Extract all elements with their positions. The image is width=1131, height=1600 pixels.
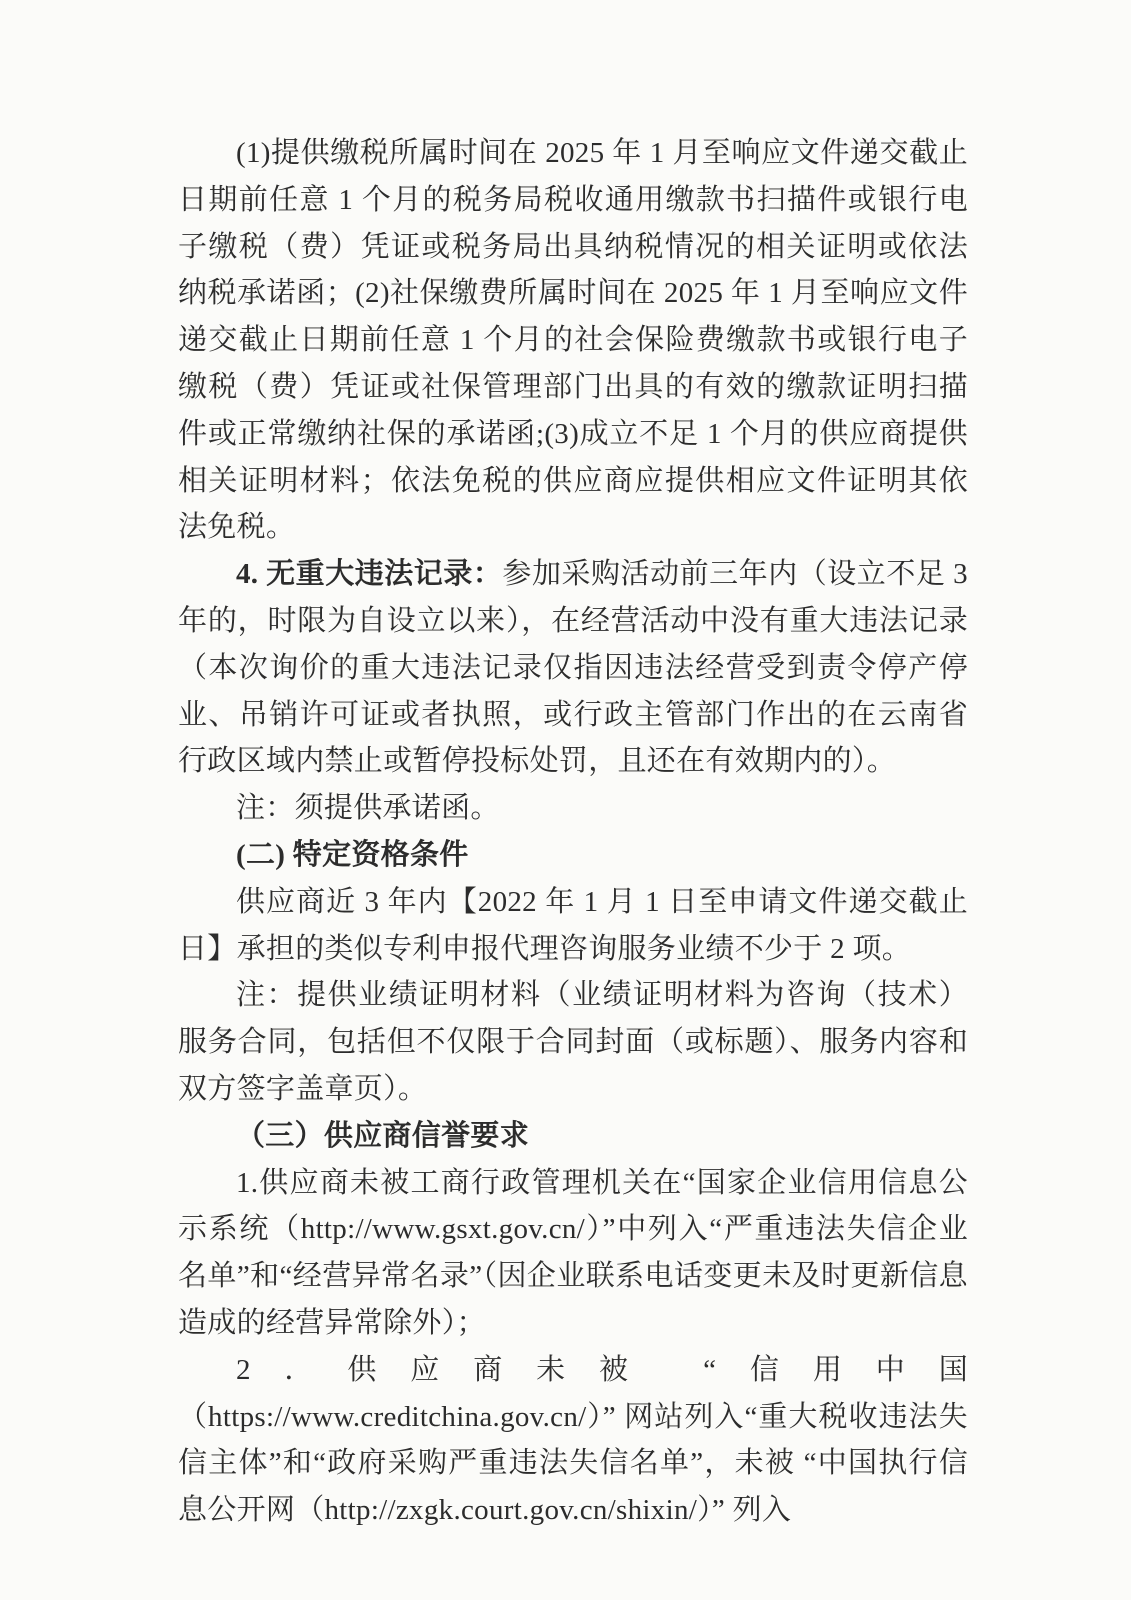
paragraph-text: 参加采购活动前三年内（设立不足 3 年的，时限为自设立以来），在经营活动中没有重大违法记录（本次询价的重大违法记录仅指因违法经营受到责令停产停业、吊销许可证或者执照，或行政主管部门作出的在云南省行政区域内禁止或暂停投标处罚，且还在有效期内的）。 [178, 558, 968, 778]
heading-supplier-reputation-requirements [178, 1113, 968, 1160]
paragraph-bold-lead: 4. 无重大违法记录： [236, 558, 503, 591]
heading-text: （三）供应商信誉要求 [236, 1119, 530, 1152]
heading-text: (二) 特定资格条件 [236, 838, 469, 871]
paragraph-text: 注：须提供承诺函。 [236, 792, 500, 825]
document-text-block [178, 130, 968, 1534]
paragraph-text: 2．供应商未被 “信用中国（https://www.creditchina.gov.cn/）” 网站列入“重大税收违法失信主体”和“政府采购严重违法失信名单”，未被 “中国执行信息公开网（http://zxgk.court.gov.cn/shixin/）” 列入 [178, 1353, 968, 1527]
paragraph-reputation-item-1 [178, 1160, 968, 1347]
paragraph-no-major-violation-record [178, 551, 968, 785]
paragraph-text: 注：提供业绩证明材料（业绩证明材料为咨询（技术）服务合同，包括但不仅限于合同封面（或标题）、服务内容和双方签字盖章页）。 [178, 979, 968, 1105]
paragraph-performance-requirement [178, 879, 968, 973]
paragraph-text: 1.供应商未被工商行政管理机关在“国家企业信用信息公示系统（http://www.gsxt.gov.cn/）”中列入“严重违法失信企业名单”和“经营异常名录”（因企业联系电话变更未及时更新信息造成的经营异常除外）； [178, 1166, 968, 1339]
note-performance-proof-materials [178, 972, 968, 1112]
paragraph-text: 供应商近 3 年内【2022 年 1 月 1 日至申请文件递交截止日】承担的类似专利申报代理咨询服务业绩不少于 2 项。 [178, 885, 968, 965]
paragraph-tax-and-social-security-proof [178, 130, 968, 551]
note-commitment-letter [178, 785, 968, 832]
paragraph-reputation-item-2 [178, 1347, 968, 1534]
heading-specific-qualification-conditions [178, 832, 968, 879]
paragraph-text: (1)提供缴税所属时间在 2025 年 1 月至响应文件递交截止日期前任意 1 个月的税务局税收通用缴款书扫描件或银行电子缴税（费）凭证或税务局出具纳税情况的相关证明或依法纳税承诺函；(2)社保缴费所属时间在 2025 年 1 月至响应文件递交截止日期前任意 1 个月的社会保险费缴款书或银行电子缴税（费）凭证或社保管理部门出具的有效的缴款证明扫描件或正常缴纳社保的承诺函;(3)成立不足 1 个月的供应商提供相关证明材料；依法免税的供应商应提供相应文件证明其依法免税。 [178, 137, 968, 544]
